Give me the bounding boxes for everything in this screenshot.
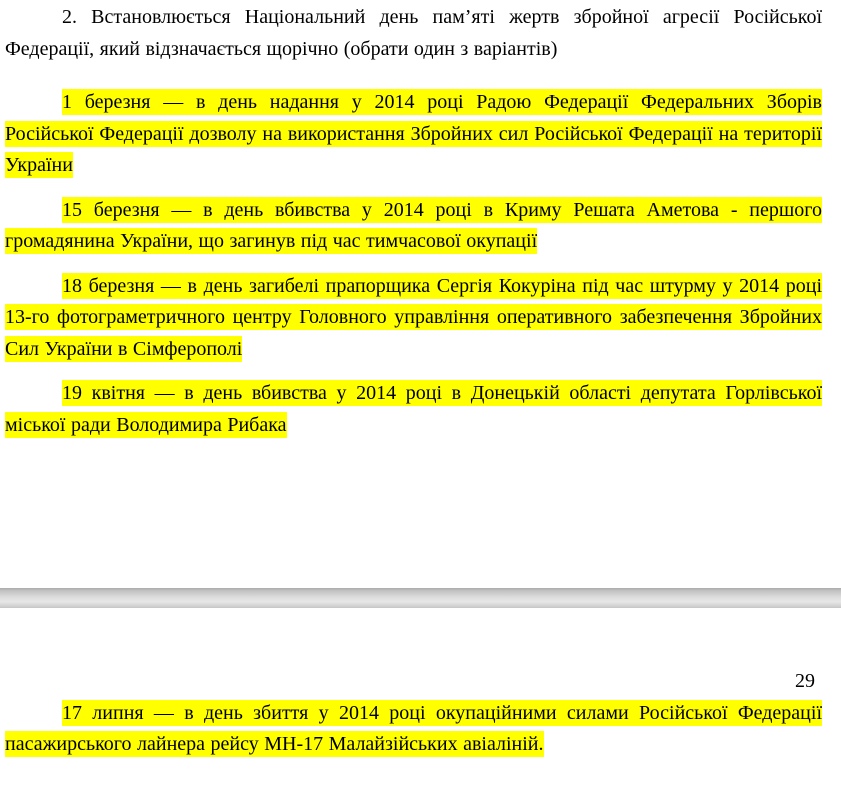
option-paragraph-march-1 bbox=[5, 87, 822, 182]
paragraph-clause-2 bbox=[5, 2, 822, 65]
highlighted-text-july-17: 17 липня — в день збиття у 2014 році окупаційними силами Російської Федерації пасажирського лайнера рейсу МН-17 Малайзійських авіаліній. bbox=[5, 701, 822, 755]
option-paragraph-july-17 bbox=[5, 698, 822, 761]
highlighted-text-march-1: 1 березня — в день надання у 2014 році Радою Федерації Федеральних Зборів Російської Федерації дозволу на використання Збройних сил Російської Федерації на території України bbox=[5, 91, 822, 176]
page-break-divider bbox=[0, 588, 841, 608]
highlighted-text-april-19: 19 квітня — в день вбивства у 2014 році в Донецькій області депутата Горлівської міської ради Володимира Рибака bbox=[5, 382, 822, 436]
option-paragraph-march-15 bbox=[5, 195, 822, 258]
page-number: 29 bbox=[795, 670, 815, 692]
paragraph-clause-2-text: 2. Встановлюється Національний день пам’яті жертв збройної агресії Російської Федерації, який відзначається щорічно (обрати один з варіантів) bbox=[5, 6, 822, 60]
page-content-next bbox=[0, 666, 841, 761]
option-paragraph-april-19 bbox=[5, 378, 822, 441]
highlighted-text-march-18: 18 березня — в день загибелі прапорщика Сергія Кокуріна під час штурму у 2014 році 13-го фотограметричного центру Головного управління оперативного забезпечення Збройних Сил України в Сімферополі bbox=[5, 274, 822, 360]
highlighted-text-march-15: 15 березня — в день вбивства у 2014 році в Криму Решата Аметова - першого громадянина України, що загинув під час тимчасової окупації bbox=[5, 198, 822, 252]
option-paragraph-march-18 bbox=[5, 271, 822, 366]
